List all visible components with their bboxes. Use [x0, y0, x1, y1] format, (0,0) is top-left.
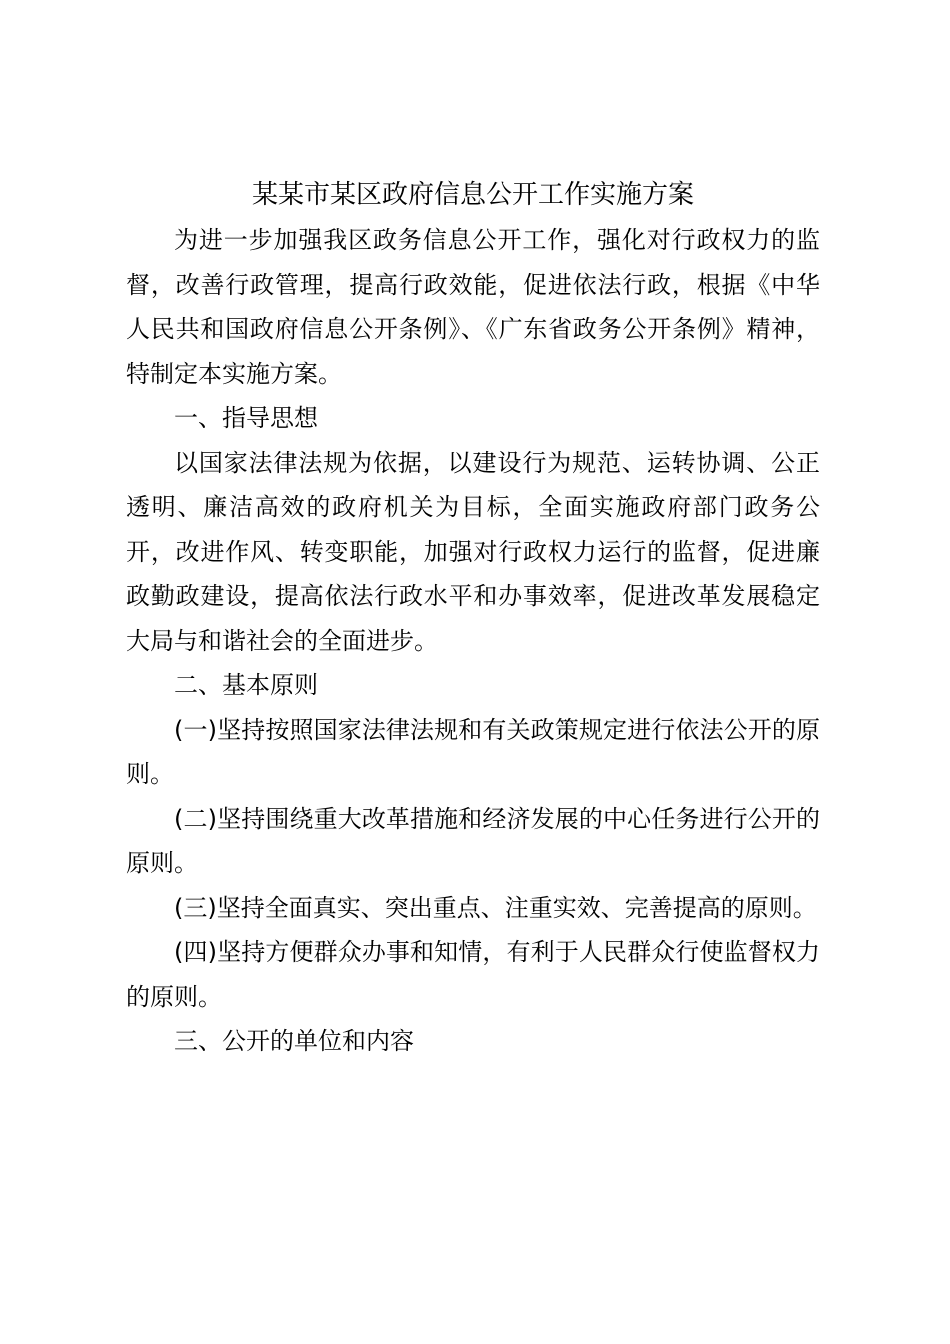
section-heading-public-units: 三、公开的单位和内容: [174, 1027, 414, 1055]
section-heading-basic-principles: 二、基本原则: [174, 671, 318, 699]
guiding-ideology-paragraph: 以国家法律法规为依据，以建设行为规范、运转协调、公正透明、廉洁高效的政府机关为目标，全面实施政府部门政务公开，改进作风、转变职能，加强对行政权力运行的监督，促进廉政勤政建设，提高依法行政水平和办事效率，促进改革发展稳定大局与和谐社会的全面进步。: [126, 448, 820, 655]
principle-item-1: (一)坚持按照国家法律法规和有关政策规定进行依法公开的原则。: [126, 715, 820, 788]
principle-item-2: (二)坚持围绕重大改革措施和经济发展的中心任务进行公开的原则。: [126, 804, 820, 877]
section-heading-guiding-ideology: 一、指导思想: [174, 404, 318, 432]
principle-item-4: (四)坚持方便群众办事和知情，有利于人民群众行使监督权力的原则。: [126, 938, 820, 1011]
intro-paragraph: 为进一步加强我区政务信息公开工作，强化对行政权力的监督，改善行政管理，提高行政效能，促进依法行政，根据《中华人民共和国政府信息公开条例》、《广东省政务公开条例》精神，特制定本实施方案。: [126, 226, 820, 388]
principle-item-3: (三)坚持全面真实、突出重点、注重实效、完善提高的原则。: [174, 893, 817, 922]
document-title: 某某市某区政府信息公开工作实施方案: [251, 180, 694, 210]
document-page: [126, 172, 820, 1064]
